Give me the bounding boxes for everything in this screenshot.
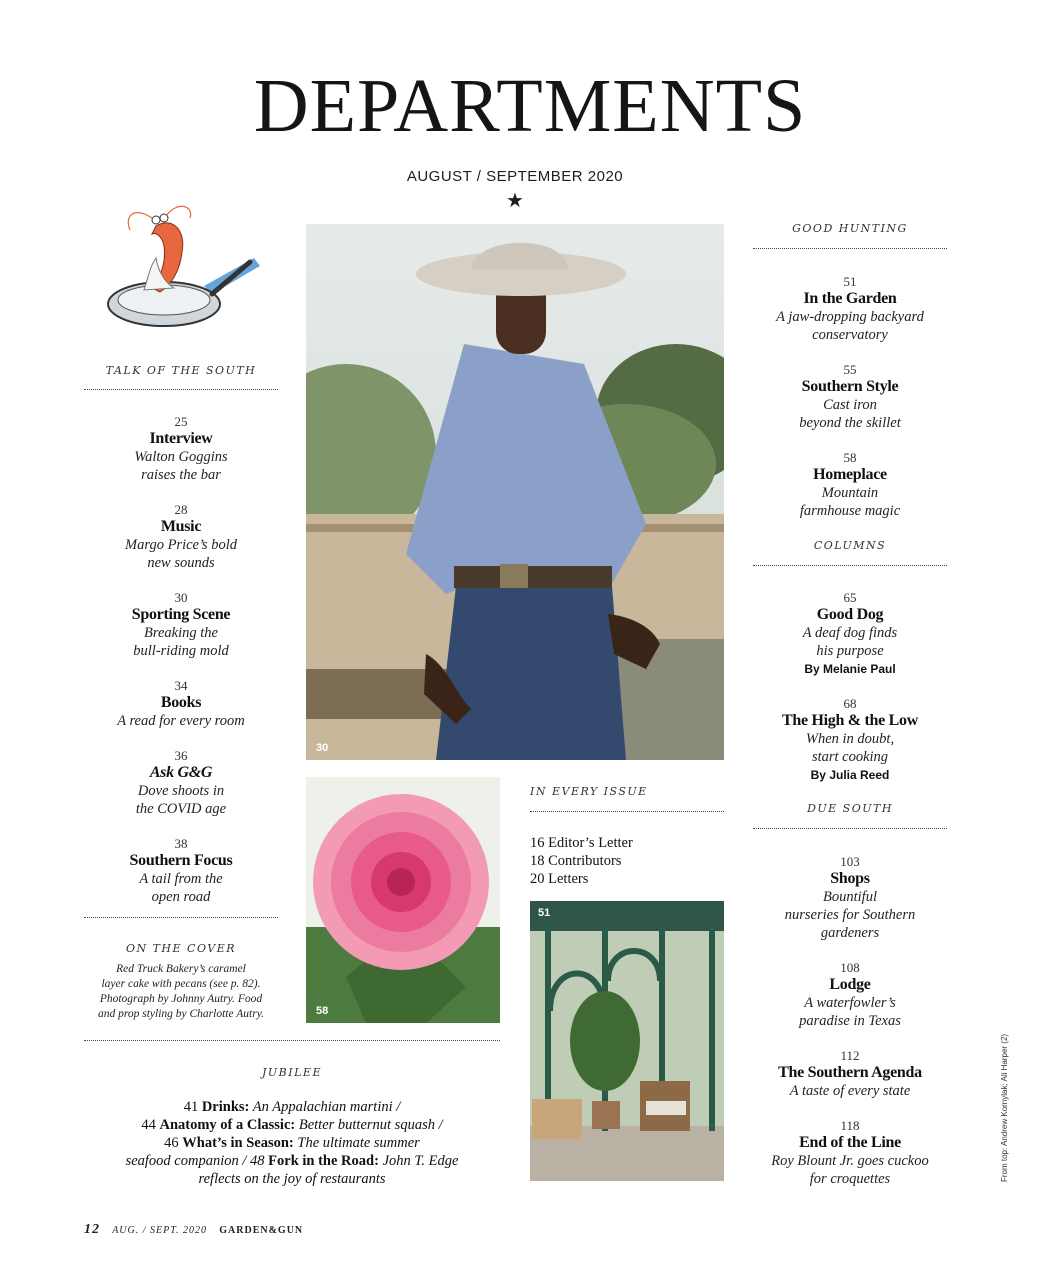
toc-item-southern-focus[interactable] [84,836,278,906]
item-desc: A taste of every state [789,1083,911,1099]
item-desc: A read for every room [117,713,245,729]
photo-credit: From top: Andrew Kornylak; Ali Harper (2) [1000,1033,1009,1182]
item-desc: gardeners [820,925,880,941]
byline: By Melanie Paul [804,662,896,676]
page-number: 112 [840,1048,860,1063]
item-desc: start cooking [811,749,889,765]
page-number: 55 [843,362,857,377]
item-desc: open road [151,889,211,905]
item-desc: A deaf dog finds [802,625,898,641]
item-desc: raises the bar [141,467,221,483]
page-number: 103 [840,854,860,869]
footer-issue: AUG. / SEPT. 2020 [112,1225,208,1236]
item-title: Homeplace [813,466,887,483]
item-desc: Bountiful [823,889,877,905]
main-photo-cowboy[interactable] [306,224,724,760]
toc-item-southern-style[interactable] [753,362,947,432]
jubilee-line[interactable] [84,1116,500,1134]
item-desc: bull-riding mold [133,643,229,659]
item-title: Sporting Scene [131,606,231,623]
item-desc: A tail from the [139,871,223,887]
page-number: 25 [174,414,188,429]
toc-item-end-of-the-line[interactable] [753,1118,947,1188]
page-number: 28 [174,502,188,517]
item-title: Shops [830,870,870,887]
toc-item-southern-agenda[interactable] [753,1048,947,1100]
page-number: 38 [174,836,188,851]
shrimp-skillet-illustration [104,196,264,336]
section-columns: COLUMNS [813,539,887,552]
item-desc: When in doubt, [805,731,895,747]
item-title: Anatomy of a Classic: [159,1117,296,1133]
page-number: 46 [164,1135,183,1151]
item-title: Ask G&G [149,764,213,781]
page-number: 30 [174,590,188,605]
section-good-hunting: GOOD HUNTING [792,222,908,235]
item-desc: new sounds [147,555,215,571]
toc-item-sporting-scene[interactable] [84,590,278,660]
section-due-south: DUE SOUTH [807,802,893,815]
photo-page-label: 30 [316,742,329,754]
page-number: 34 [174,678,188,693]
divider [84,389,278,390]
item-desc: Walton Goggins [134,449,228,465]
item-desc: Cast iron [823,397,877,413]
page-number: 65 [843,590,857,605]
item-desc: The ultimate summer [293,1135,420,1151]
every-issue-list [530,834,633,888]
toc-item-interview[interactable] [84,414,278,484]
list-item[interactable]: 18 Contributors [530,853,622,869]
item-title: Southern Style [801,378,899,395]
page-number: 51 [843,274,857,289]
footer-magazine: GARDEN&GUN [219,1225,304,1236]
section-on-the-cover: ON THE COVER [125,942,237,955]
item-desc: farmhouse magic [799,503,901,519]
item-title: Southern Focus [129,852,233,869]
issue-date: AUGUST / SEPTEMBER 2020 [406,168,624,185]
list-item[interactable]: 16 Editor’s Letter [530,835,633,851]
toc-item-ask-gg[interactable] [84,748,278,818]
jubilee-line[interactable] [84,1170,500,1188]
item-desc: the COVID age [135,801,227,817]
section-in-every-issue: IN EVERY ISSUE [530,785,648,798]
item-title: Books [160,694,202,711]
toc-item-shops[interactable] [753,854,947,942]
toc-item-in-the-garden[interactable] [753,274,947,344]
page-number: 44 [141,1117,160,1133]
divider [753,248,947,249]
item-desc: Margo Price’s bold [125,537,237,553]
photo-page-label: 58 [316,1005,329,1017]
list-item[interactable]: 20 Letters [530,871,589,887]
item-desc: Dove shoots in [137,783,225,799]
item-title: Fork in the Road: [268,1153,379,1169]
jubilee-list [84,1098,500,1188]
item-desc: seafood companion / 48 [125,1153,269,1169]
item-title: Music [160,518,202,535]
page-number: 58 [843,450,857,465]
item-desc: beyond the skillet [799,415,901,431]
item-desc: Better butternut squash / [295,1117,443,1133]
item-desc: John T. Edge [378,1153,459,1169]
item-title: Good Dog [816,606,884,623]
item-title: Drinks: [201,1099,250,1115]
cover-caption-line: layer cake with pecans (see p. 82). [101,978,261,990]
item-desc: reflects on the joy of restaurants [198,1171,386,1187]
conservatory-photo[interactable] [530,901,724,1181]
toc-item-lodge[interactable] [753,960,947,1030]
item-title: End of the Line [799,1134,901,1151]
item-title: Lodge [829,976,871,993]
item-desc: An Appalachian martini / [249,1099,401,1115]
item-desc: for croquettes [809,1171,891,1187]
toc-item-good-dog[interactable] [753,590,947,678]
page-footer [84,1222,303,1238]
page-number: 108 [840,960,860,975]
item-title: What’s in Season: [182,1135,294,1151]
divider [753,565,947,566]
jubilee-line[interactable] [84,1098,500,1116]
item-desc: Breaking the [144,625,218,641]
item-desc: his purpose [816,643,884,659]
divider [84,1040,500,1041]
item-desc: A waterfowler’s [804,995,896,1011]
flower-photo-dahlia[interactable] [306,777,500,1023]
toc-item-music[interactable] [84,502,278,572]
page-number: 68 [843,696,857,711]
jubilee-line[interactable] [84,1152,500,1170]
divider [753,828,947,829]
cover-caption-line: Photograph by Johnny Autry. Food [99,993,263,1005]
toc-item-homeplace[interactable] [753,450,947,520]
item-title: The Southern Agenda [778,1064,922,1081]
item-desc: conservatory [812,327,888,343]
item-desc: paradise in Texas [799,1013,901,1029]
item-desc: nurseries for Southern [784,907,916,923]
footer-page-number: 12 [84,1222,100,1237]
section-jubilee: JUBILEE [262,1066,322,1079]
divider [530,811,724,812]
page-title: DEPARTMENTS [253,64,807,148]
toc-item-books[interactable] [84,678,278,730]
cover-caption [80,962,282,1022]
divider [84,917,278,918]
star-icon: ★ [506,188,524,212]
cover-caption-line: and prop styling by Charlotte Autry. [97,1008,265,1020]
page-number: 41 [183,1099,202,1115]
item-title: Interview [149,430,213,447]
item-desc: A jaw-dropping backyard [776,309,924,325]
item-desc: Mountain [821,485,879,501]
item-title: The High & the Low [782,712,918,729]
jubilee-line[interactable] [84,1134,500,1152]
section-talk-of-the-south: TALK OF THE SOUTH [105,364,257,377]
item-desc: Roy Blount Jr. goes cuckoo [771,1153,929,1169]
cover-caption-line: Red Truck Bakery’s caramel [116,963,246,975]
item-title: In the Garden [803,290,897,307]
toc-item-high-and-low[interactable] [753,696,947,784]
page-number: 118 [840,1118,860,1133]
photo-page-label: 51 [538,907,551,919]
page-number: 36 [174,748,188,763]
byline: By Julia Reed [810,768,890,782]
